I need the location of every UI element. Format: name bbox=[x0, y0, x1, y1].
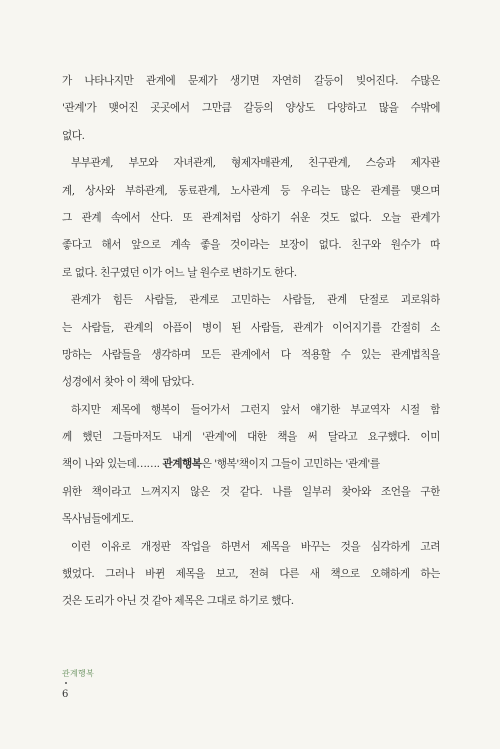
text-line: 했었다. 그러나 바뀐 제목을 보고, 전혀 다른 새 책으로 오해하게 하는 bbox=[62, 568, 440, 581]
text-line: 그 관계 속에서 산다. 또 관계처럼 상하기 쉬운 것도 없다. 오늘 관계가 bbox=[62, 211, 440, 224]
text-line: 로 없다. 친구였던 이가 어느 날 원수로 변하기도 한다. bbox=[62, 266, 297, 279]
footer-separator-dot bbox=[65, 682, 67, 684]
text-line: 는 사람들, 관계의 아픔이 병이 된 사람들, 관계가 이어지기를 간절히 소 bbox=[62, 321, 440, 334]
text-line: 부부관계, 부모와 자녀관계, 형제자매관계, 친구관계, 스승과 제자관 bbox=[71, 157, 440, 170]
text-line: 께 했던 그들마저도 내게 '관계'에 대한 책을 써 달라고 요구했다. 이미 bbox=[62, 431, 440, 444]
body-text bbox=[62, 68, 440, 616]
text-line: 망하는 사람들을 생각하며 모든 관계에서 다 적용할 수 있는 관계법칙을 bbox=[62, 348, 440, 361]
text-line: 목사님들에게도. bbox=[62, 513, 134, 526]
text-line: 위한 책이라고 느껴지지 않은 것 같다. 나를 일부러 찾아와 조언을 구한 bbox=[62, 485, 440, 498]
text-line: 이런 이유로 개정판 작업을 하면서 제목을 바꾸는 것을 심각하게 고려 bbox=[71, 540, 440, 553]
book-title-emphasis: 관계행복 bbox=[162, 458, 202, 471]
running-footer-title: 관계행복 bbox=[62, 669, 95, 678]
text-line bbox=[62, 451, 440, 478]
text-line: 관계가 힘든 사람들, 관계로 고민하는 사람들, 관계 단절로 괴로워하 bbox=[71, 294, 440, 307]
text-segment: 은 '행복'책이지 그들이 고민하는 '관계'를 bbox=[201, 458, 380, 471]
text-line: 가 나타나지만 관계에 문제가 생기면 자연히 갈등이 빚어진다. 수많은 bbox=[62, 75, 440, 87]
text-line: 하지만 제목에 행복이 들어가서 그런지 앞서 얘기한 부교역자 시절 함 bbox=[71, 403, 440, 416]
text-segment: 책이 나와 있는데……. bbox=[62, 458, 163, 471]
text-line: 좋다고 해서 앞으로 계속 좋을 것이라는 보장이 없다. 친구와 원수가 따 bbox=[62, 239, 440, 252]
page-number: 6 bbox=[62, 689, 69, 700]
text-line: 성경에서 찾아 이 책에 담았다. bbox=[62, 376, 194, 389]
text-line: 것은 도리가 아닌 것 같아 제목은 그대로 하기로 했다. bbox=[62, 595, 294, 608]
text-line: 없다. bbox=[62, 129, 85, 142]
text-line: 계, 상사와 부하관계, 동료관계, 노사관계 등 우리는 많은 관계를 맺으며 bbox=[62, 184, 440, 197]
text-line: '관계'가 맺어진 곳곳에서 그만큼 갈등의 양상도 다양하고 많을 수밖에 bbox=[62, 102, 440, 115]
